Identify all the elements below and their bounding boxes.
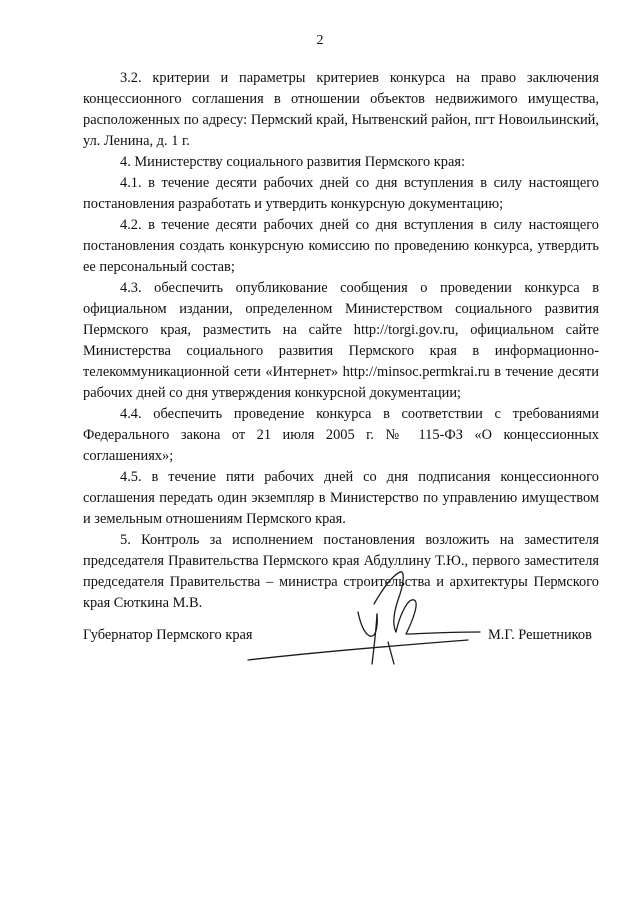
document-body: [83, 68, 599, 614]
paragraph-4-1: 4.1. в течение десяти рабочих дней со дня вступления в силу настоящего постановления разработать и утвердить конкурсную документацию;: [83, 175, 599, 212]
paragraph-4-3: 4.3. обеспечить опубликование сообщения о проведении конкурса в официальном издании, определенном Министерством социального развития Пермского края, разместить на сайте http://torgi.gov.ru, официальном сайте Министерства социального развития Пермского края в информационно-телекоммуникационной сети «Интернет» http://minsoc.permkrai.ru в течение десяти рабочих дней со дня утверждения конкурсной документации;: [83, 280, 599, 401]
signer-name: М.Г. Решетников: [488, 627, 592, 643]
signature-block: [0, 560, 640, 680]
paragraph-5: 5. Контроль за исполнением постановления возложить на заместителя председателя Правительства Пермского края Абдуллину Т.Ю., первого заместителя председателя Правительства – министра строительства и архитектуры Пермского края Сюткина М.В.: [83, 532, 599, 611]
page-number: 2: [316, 33, 324, 48]
paragraph-4-4: 4.4. обеспечить проведение конкурса в соответствии с требованиями Федерального закона от 21 июля 2005 г. № 115-ФЗ «О концессионных соглашениях»;: [83, 406, 599, 464]
handwritten-signature: [240, 560, 500, 670]
paragraph-3-2: 3.2. критерии и параметры критериев конкурса на право заключения концессионного соглашения в отношении объектов недвижимого имущества, расположенных по адресу: Пермский край, Нытвенский район, пгт Новоильинский, ул. Ленина, д. 1 г.: [83, 70, 599, 149]
paragraph-4-2: 4.2. в течение десяти рабочих дней со дня вступления в силу настоящего постановления создать конкурсную комиссию по проведению конкурса, утвердить ее персональный состав;: [83, 217, 599, 275]
signer-title: Губернатор Пермского края: [83, 627, 253, 643]
paragraph-4-5: 4.5. в течение пяти рабочих дней со дня подписания концессионного соглашения передать один экземпляр в Министерство по управлению имуществом и земельным отношениям Пермского края.: [83, 469, 599, 527]
paragraph-4: 4. Министерству социального развития Пермского края:: [120, 154, 466, 170]
